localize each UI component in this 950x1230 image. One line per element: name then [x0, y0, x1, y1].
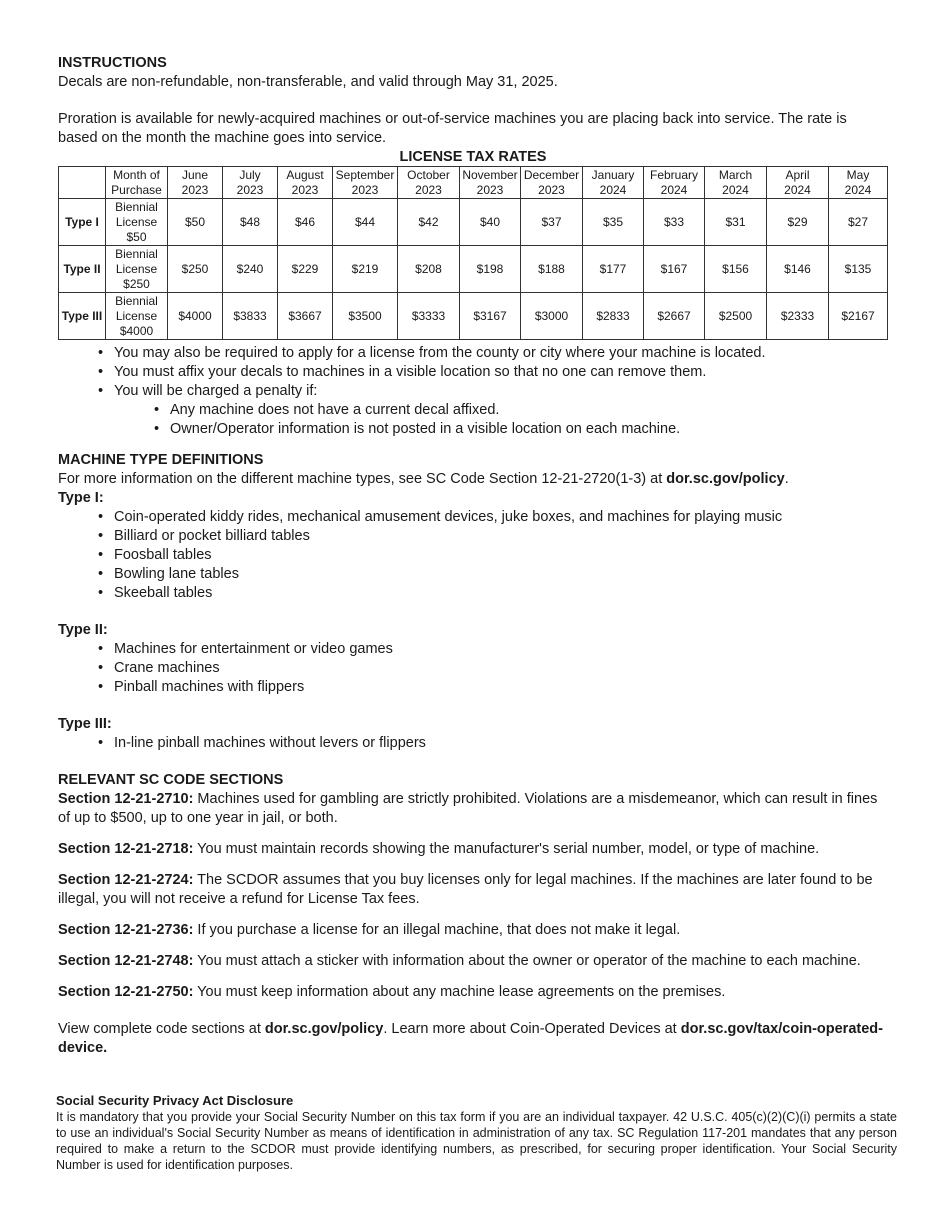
rate-cell: $3833	[223, 293, 278, 340]
list-item: • Owner/Operator information is not posted in a visible location on each machine.	[58, 420, 888, 439]
month-header: April 2024	[767, 167, 829, 199]
month-of-purchase-header: Month of Purchase	[106, 167, 168, 199]
definitions-heading: MACHINE TYPE DEFINITIONS	[58, 452, 264, 468]
code-section: Section 12-21-2718: You must maintain records showing the manufacturer's serial number, model, or type of machine.	[58, 841, 820, 857]
type-2-label: Type II:	[58, 622, 108, 638]
rate-cell: $40	[460, 199, 521, 246]
rate-cell: $2667	[644, 293, 705, 340]
biennial-license-cell: Biennial License $250	[106, 246, 168, 293]
list-item: • Pinball machines with flippers	[58, 678, 888, 697]
row-type-label: Type III	[59, 293, 106, 340]
rate-cell: $31	[705, 199, 767, 246]
row-type-label: Type I	[59, 199, 106, 246]
list-item: • Any machine does not have a current decal affixed.	[58, 401, 888, 420]
rate-cell: $219	[333, 246, 398, 293]
table-row-type-3	[59, 293, 888, 340]
rate-cell: $3500	[333, 293, 398, 340]
list-item: • Billiard or pocket billiard tables	[58, 527, 888, 546]
month-header: March 2024	[705, 167, 767, 199]
rate-cell: $44	[333, 199, 398, 246]
code-section: Section 12-21-2724: The SCDOR assumes that you buy licenses only for legal machines. If the machines are later found to be illegal, you will not receive a refund for License Tax fees.	[58, 872, 873, 907]
code-section: Section 12-21-2748: You must attach a sticker with information about the owner or operator of the machine to each machine.	[58, 953, 861, 969]
month-header: June 2023	[168, 167, 223, 199]
rate-cell: $198	[460, 246, 521, 293]
table-header-row	[59, 167, 888, 199]
rate-cell: $135	[829, 246, 888, 293]
document-page	[58, 54, 888, 1058]
rate-cell: $27	[829, 199, 888, 246]
list-item: • Foosball tables	[58, 546, 888, 565]
tax-table-title: LICENSE TAX RATES	[399, 149, 547, 165]
rate-cell: $177	[583, 246, 644, 293]
table-corner-cell	[59, 167, 106, 199]
policy-link[interactable]: dor.sc.gov/policy	[264, 1021, 384, 1037]
month-header: May 2024	[829, 167, 888, 199]
instructions-heading: INSTRUCTIONS	[58, 55, 167, 71]
list-item: • You must affix your decals to machines in a visible location so that no one can remove them.	[58, 363, 888, 382]
proration-text: Proration is available for newly-acquired machines or out-of-service machines you are placing back into service. The rate is based on the month the machine goes into service.	[58, 111, 847, 146]
rate-cell: $2167	[829, 293, 888, 340]
month-header: October 2023	[398, 167, 460, 199]
rate-cell: $2333	[767, 293, 829, 340]
rate-cell: $2833	[583, 293, 644, 340]
rate-cell: $156	[705, 246, 767, 293]
month-header: August 2023	[278, 167, 333, 199]
month-header: February 2024	[644, 167, 705, 199]
rate-cell: $3667	[278, 293, 333, 340]
code-section: Section 12-21-2710: Machines used for gambling are strictly prohibited. Violations are a misdemeanor, which can result in fines of up to $500, up to one year in jail, or both.	[58, 791, 878, 826]
coin-operated-device-link[interactable]: dor.sc.gov/tax/coin-operated-device.	[58, 1021, 883, 1056]
code-sections-heading: RELEVANT SC CODE SECTIONS	[58, 772, 284, 788]
rate-cell: $229	[278, 246, 333, 293]
rate-cell: $146	[767, 246, 829, 293]
rate-cell: $46	[278, 199, 333, 246]
view-code-text: View complete code sections at dor.sc.gov/policy. Learn more about Coin-Operated Devices at dor.sc.gov/tax/coin-operated-device.	[58, 1021, 883, 1056]
type-1-list	[58, 508, 888, 603]
privacy-heading: Social Security Privacy Act Disclosure	[56, 1093, 294, 1108]
month-header: January 2024	[583, 167, 644, 199]
rate-cell: $4000	[168, 293, 223, 340]
rate-cell: $3000	[521, 293, 583, 340]
code-section: Section 12-21-2736: If you purchase a license for an illegal machine, that does not make it legal.	[58, 922, 681, 938]
list-item: • Skeeball tables	[58, 584, 888, 603]
privacy-disclosure	[56, 1093, 897, 1173]
month-header: July 2023	[223, 167, 278, 199]
rate-cell: $240	[223, 246, 278, 293]
type-1-label: Type I:	[58, 490, 104, 506]
rate-cell: $3167	[460, 293, 521, 340]
list-item: • Bowling lane tables	[58, 565, 888, 584]
policy-link[interactable]: dor.sc.gov/policy	[666, 471, 785, 487]
rate-cell: $188	[521, 246, 583, 293]
type-3-label: Type III:	[58, 716, 112, 732]
rate-cell: $35	[583, 199, 644, 246]
rate-cell: $29	[767, 199, 829, 246]
biennial-license-cell: Biennial License $4000	[106, 293, 168, 340]
month-header: December 2023	[521, 167, 583, 199]
list-item: • Machines for entertainment or video games	[58, 640, 888, 659]
penalty-sublist	[58, 401, 888, 439]
rate-cell: $50	[168, 199, 223, 246]
rate-cell: $3333	[398, 293, 460, 340]
list-item: • In-line pinball machines without levers or flippers	[58, 734, 888, 753]
list-item: • You will be charged a penalty if:	[58, 382, 888, 401]
rate-cell: $208	[398, 246, 460, 293]
rate-cell: $2500	[705, 293, 767, 340]
table-row-type-2	[59, 246, 888, 293]
month-header: November 2023	[460, 167, 521, 199]
license-tax-table	[58, 166, 888, 340]
rate-cell: $48	[223, 199, 278, 246]
type-3-list	[58, 734, 888, 753]
rate-cell: $33	[644, 199, 705, 246]
list-item: • Coin-operated kiddy rides, mechanical amusement devices, juke boxes, and machines for playing music	[58, 508, 888, 527]
notes-list	[58, 344, 888, 401]
validity-text: Decals are non-refundable, non-transferable, and valid through May 31, 2025.	[58, 74, 558, 90]
list-item: • Crane machines	[58, 659, 888, 678]
rate-cell: $167	[644, 246, 705, 293]
type-2-list	[58, 640, 888, 697]
rate-cell: $42	[398, 199, 460, 246]
rate-cell: $250	[168, 246, 223, 293]
month-header: September 2023	[333, 167, 398, 199]
code-section: Section 12-21-2750: You must keep information about any machine lease agreements on the premises.	[58, 984, 726, 1000]
privacy-text: It is mandatory that you provide your Social Security Number on this tax form if you are an individual taxpayer. 42 U.S.C. 405(c)(2)(C)(i) permits a state to use an individual's Social Security Number as means of identification in administration of any tax. SC Regulation 117-201 mandates that any person required to make a return to the SCDOR must provide identifying numbers, as prescribed, for securing proper identification. Your Social Security Number is used for identification purposes.	[56, 1110, 897, 1172]
list-item: • You may also be required to apply for a license from the county or city where your machine is located.	[58, 344, 888, 363]
definitions-intro: For more information on the different machine types, see SC Code Section 12-21-2720(1-3) at dor.sc.gov/policy.	[58, 471, 789, 487]
table-row-type-1	[59, 199, 888, 246]
rate-cell: $37	[521, 199, 583, 246]
row-type-label: Type II	[59, 246, 106, 293]
biennial-license-cell: Biennial License $50	[106, 199, 168, 246]
